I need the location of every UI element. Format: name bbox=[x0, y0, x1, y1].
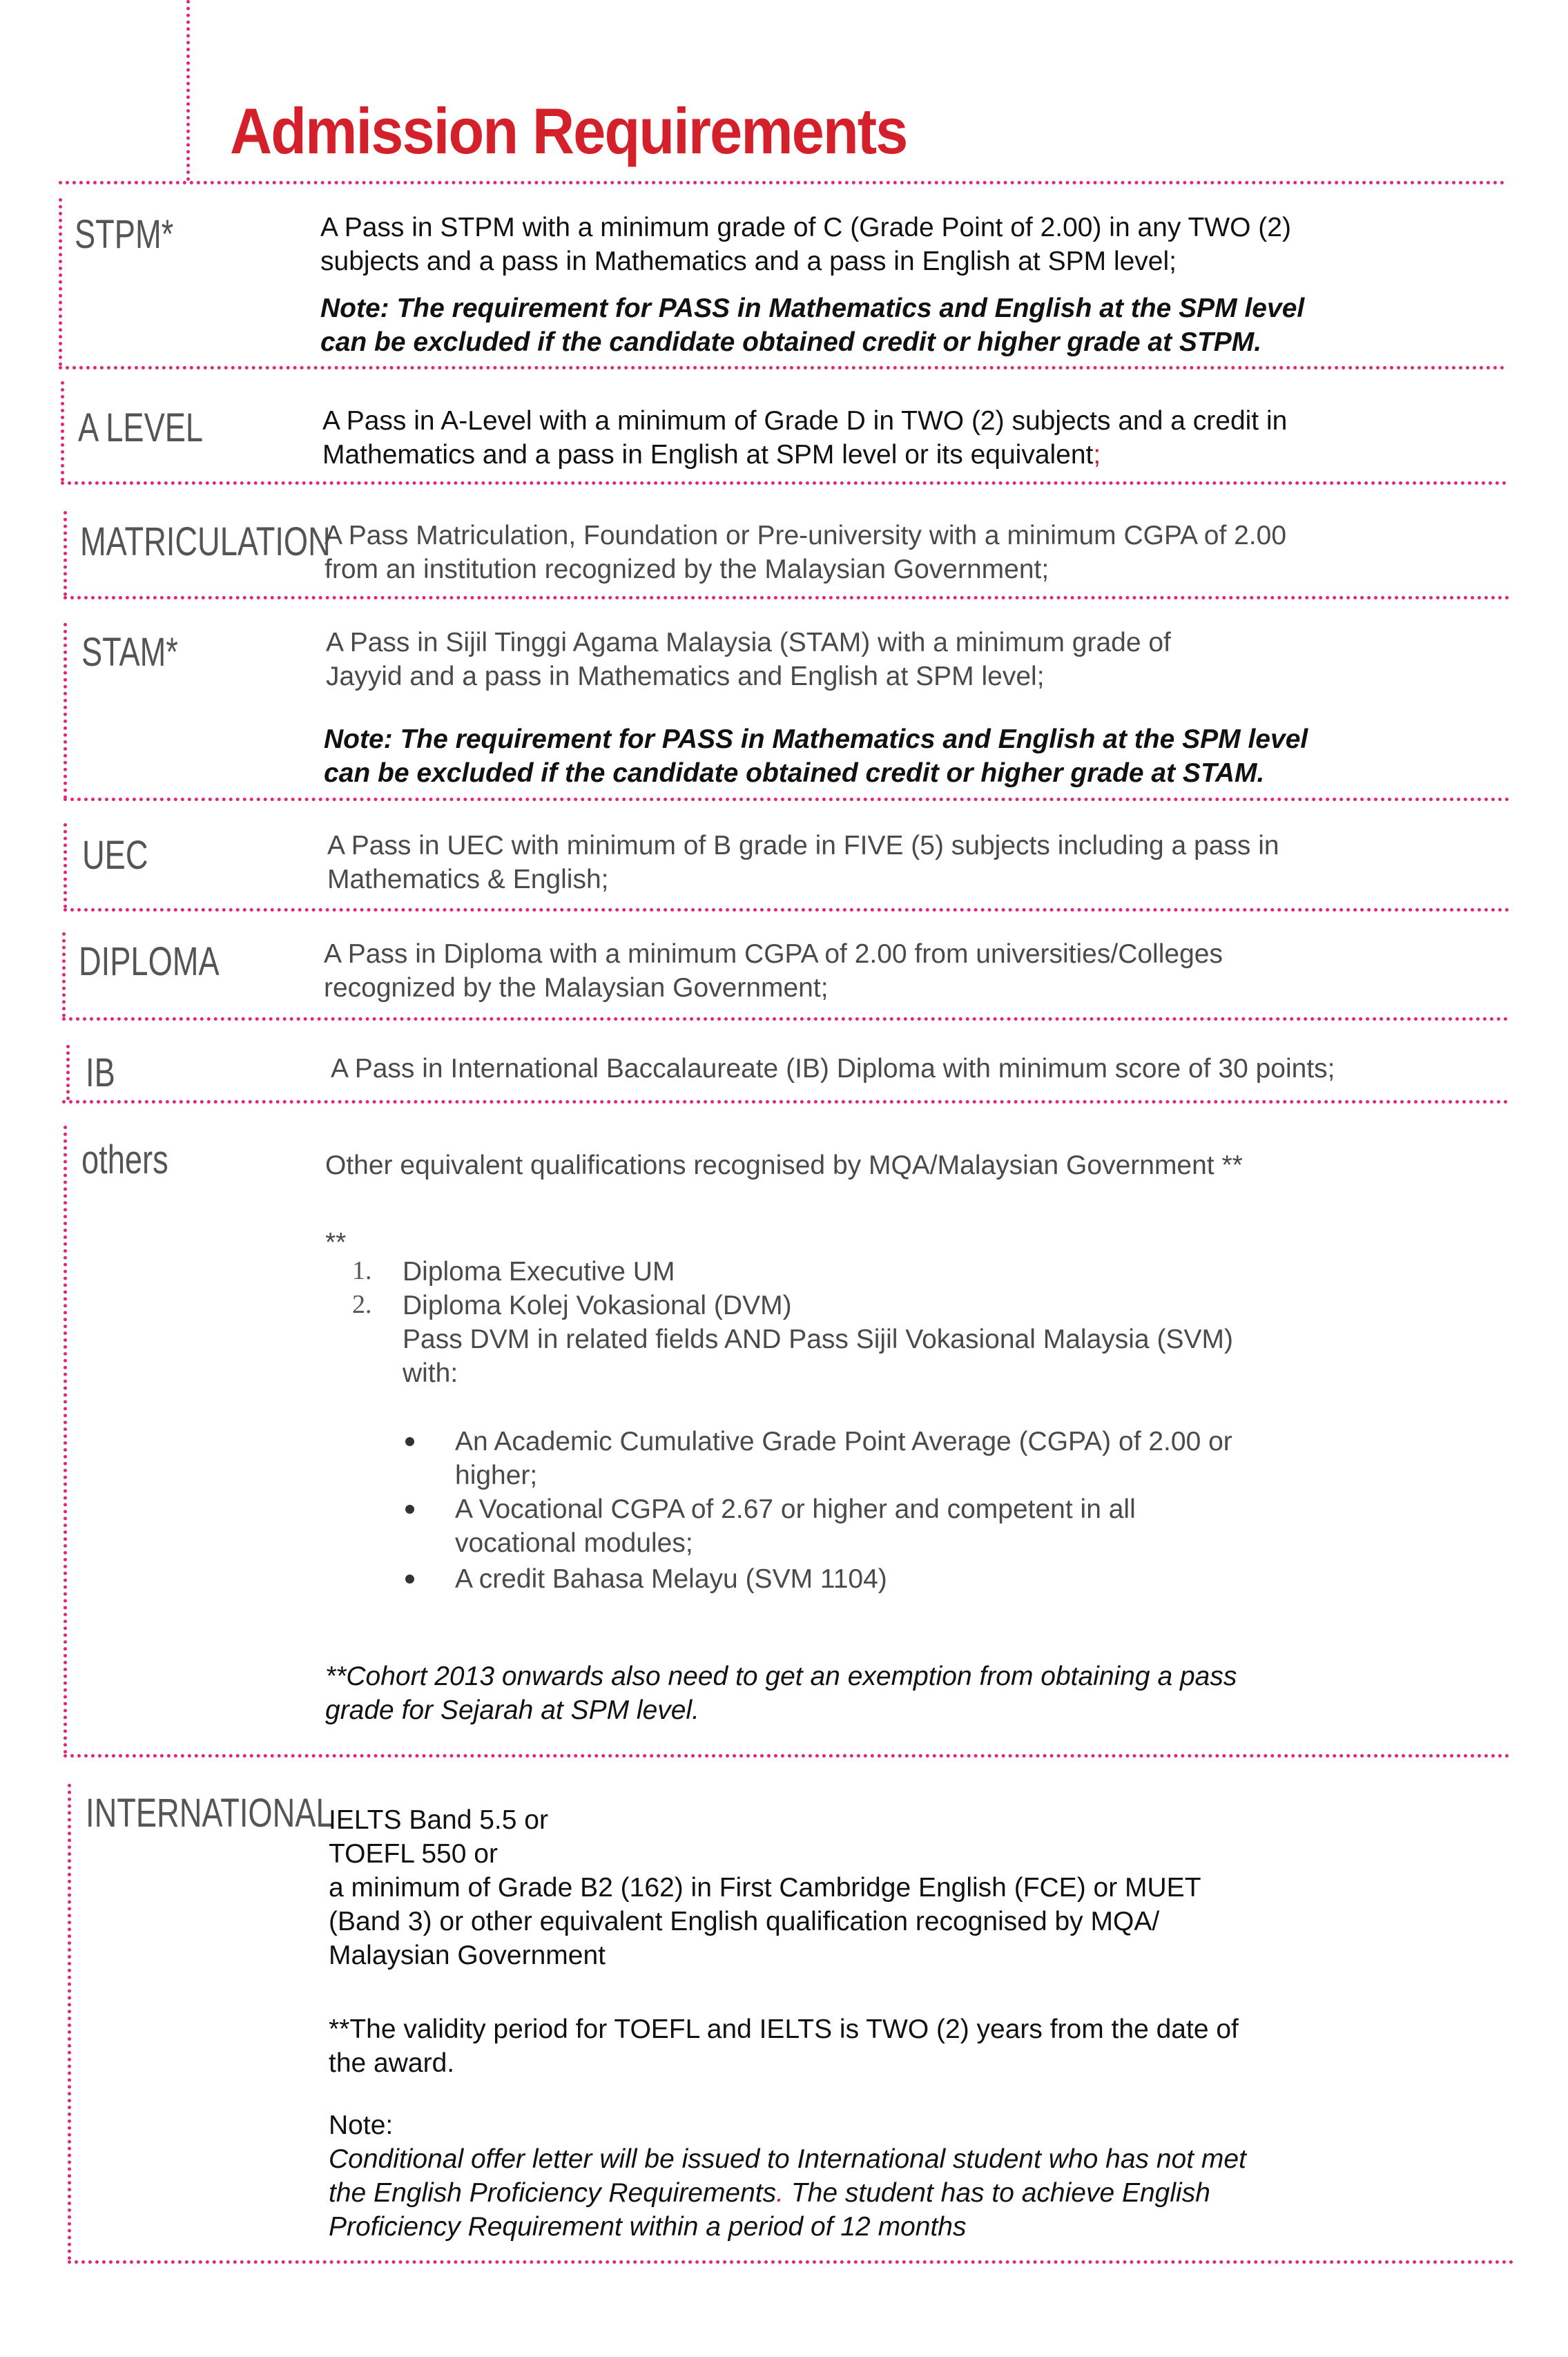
uec-divider bbox=[64, 908, 1510, 912]
international-validity-line1: **The validity period for TOEFL and IELTS is TWO (2) years from the date of bbox=[329, 2014, 1239, 2044]
international-line5: Malaysian Government bbox=[329, 1941, 606, 1970]
others-item2-sub1: Pass DVM in related fields AND Pass Sijil Vokasional Malaysia (SVM) bbox=[403, 1325, 1233, 1354]
alevel-text-line2: Mathematics and a pass in English at SPM level or its equivalent; bbox=[322, 440, 1101, 470]
others-item2: Diploma Kolej Vokasional (DVM) bbox=[403, 1291, 792, 1320]
matriculation-left-rule bbox=[64, 511, 67, 596]
diploma-divider bbox=[62, 1017, 1509, 1021]
alevel-divider bbox=[61, 481, 1507, 485]
others-bullet2-line1: A Vocational CGPA of 2.67 or higher and competent in all bbox=[455, 1494, 1136, 1524]
others-bullet3: A credit Bahasa Melayu (SVM 1104) bbox=[455, 1564, 887, 1594]
diploma-label: DIPLOMA bbox=[79, 939, 220, 984]
ib-divider bbox=[62, 1100, 1509, 1104]
international-note-line1: Conditional offer letter will be issued to International student who has not met bbox=[329, 2144, 1246, 2174]
ib-text-line1: A Pass in International Baccalaureate (IB) Diploma with minimum score of 30 points; bbox=[331, 1054, 1335, 1084]
others-item1-number: 1. bbox=[352, 1256, 372, 1285]
international-divider bbox=[68, 2260, 1514, 2264]
page-title: Admission Requirements bbox=[230, 95, 907, 167]
stpm-label: STPM* bbox=[75, 212, 174, 257]
others-label: others bbox=[81, 1137, 168, 1182]
international-left-rule bbox=[68, 1784, 71, 2260]
stam-label: STAM* bbox=[81, 630, 178, 675]
others-bullet1-line2: higher; bbox=[455, 1461, 538, 1490]
others-left-rule bbox=[64, 1126, 67, 1754]
ib-label: IB bbox=[86, 1050, 115, 1095]
stam-text-line2: Jayyid and a pass in Mathematics and English at SPM level; bbox=[326, 662, 1045, 691]
alevel-left-rule bbox=[61, 381, 64, 481]
international-note-label: Note: bbox=[329, 2110, 394, 2140]
diploma-text-line1: A Pass in Diploma with a minimum CGPA of 2.00 from universities/Colleges bbox=[324, 939, 1223, 969]
others-item2-sub2: with: bbox=[403, 1358, 458, 1388]
stpm-divider bbox=[59, 366, 1505, 369]
header-vertical-rule bbox=[186, 0, 190, 181]
bullet-1-dot bbox=[405, 1437, 414, 1446]
alevel-text-line1: A Pass in A-Level with a minimum of Grade D in TWO (2) subjects and a credit in bbox=[322, 406, 1288, 436]
international-line2: TOEFL 550 or bbox=[329, 1839, 498, 1869]
stam-text-line1: A Pass in Sijil Tinggi Agama Malaysia (STAM) with a minimum grade of bbox=[326, 628, 1171, 657]
matriculation-text-line1: A Pass Matriculation, Foundation or Pre-university with a minimum CGPA of 2.00 bbox=[325, 521, 1287, 550]
stam-note-line2: can be excluded if the candidate obtained credit or higher grade at STAM. bbox=[324, 758, 1265, 788]
uec-left-rule bbox=[64, 823, 67, 908]
international-line4: (Band 3) or other equivalent English qualification recognised by MQA/ bbox=[329, 1907, 1160, 1936]
stpm-note-line2: can be excluded if the candidate obtained credit or higher grade at STPM. bbox=[320, 327, 1262, 357]
others-divider bbox=[64, 1754, 1510, 1758]
stpm-left-rule bbox=[59, 198, 62, 366]
matriculation-label: MATRICULATION bbox=[80, 519, 331, 564]
matriculation-divider bbox=[64, 596, 1510, 599]
matriculation-text-line2: from an institution recognized by the Malaysian Government; bbox=[325, 555, 1049, 584]
diploma-left-rule bbox=[62, 932, 66, 1017]
others-item2-number: 2. bbox=[352, 1290, 372, 1319]
stpm-note-line1: Note: The requirement for PASS in Mathematics and English at the SPM level bbox=[320, 294, 1305, 323]
stpm-text-line1: A Pass in STPM with a minimum grade of C (Grade Point of 2.00) in any TWO (2) bbox=[320, 213, 1291, 242]
alevel-label: A LEVEL bbox=[78, 405, 204, 450]
stam-note-line1: Note: The requirement for PASS in Mathematics and English at the SPM level bbox=[324, 724, 1308, 754]
international-line1: IELTS Band 5.5 or bbox=[329, 1805, 548, 1835]
uec-label: UEC bbox=[82, 833, 148, 878]
international-label: INTERNATIONAL bbox=[86, 1791, 333, 1836]
uec-text-line2: Mathematics & English; bbox=[327, 865, 609, 894]
bullet-3-dot bbox=[405, 1575, 414, 1584]
international-note-line3: Proficiency Requirement within a period of 12 months bbox=[329, 2212, 967, 2242]
international-note-line2: the English Proficiency Requirements. The student has to achieve English bbox=[329, 2178, 1210, 2208]
others-stars: ** bbox=[325, 1228, 347, 1258]
others-item1: Diploma Executive UM bbox=[403, 1257, 675, 1287]
others-bullet1-line1: An Academic Cumulative Grade Point Average (CGPA) of 2.00 or bbox=[455, 1427, 1232, 1456]
stam-left-rule bbox=[64, 623, 67, 799]
ib-left-rule bbox=[66, 1045, 70, 1100]
uec-text-line1: A Pass in UEC with minimum of B grade in FIVE (5) subjects including a pass in bbox=[327, 831, 1279, 860]
stam-divider bbox=[64, 798, 1510, 801]
others-text-line1: Other equivalent qualifications recognised by MQA/Malaysian Government ** bbox=[325, 1151, 1243, 1180]
international-line3: a minimum of Grade B2 (162) in First Cambridge English (FCE) or MUET bbox=[329, 1873, 1201, 1903]
stpm-text-line2: subjects and a pass in Mathematics and a pass in English at SPM level; bbox=[320, 247, 1177, 276]
bullet-2-dot bbox=[405, 1505, 414, 1514]
diploma-text-line2: recognized by the Malaysian Government; bbox=[324, 973, 829, 1003]
others-bullet2-line2: vocational modules; bbox=[455, 1528, 693, 1558]
others-cohort-line2: grade for Sejarah at SPM level. bbox=[325, 1695, 699, 1725]
title-divider bbox=[59, 181, 1505, 184]
international-validity-line2: the award. bbox=[329, 2048, 455, 2078]
others-cohort-line1: **Cohort 2013 onwards also need to get an exemption from obtaining a pass bbox=[325, 1662, 1237, 1691]
